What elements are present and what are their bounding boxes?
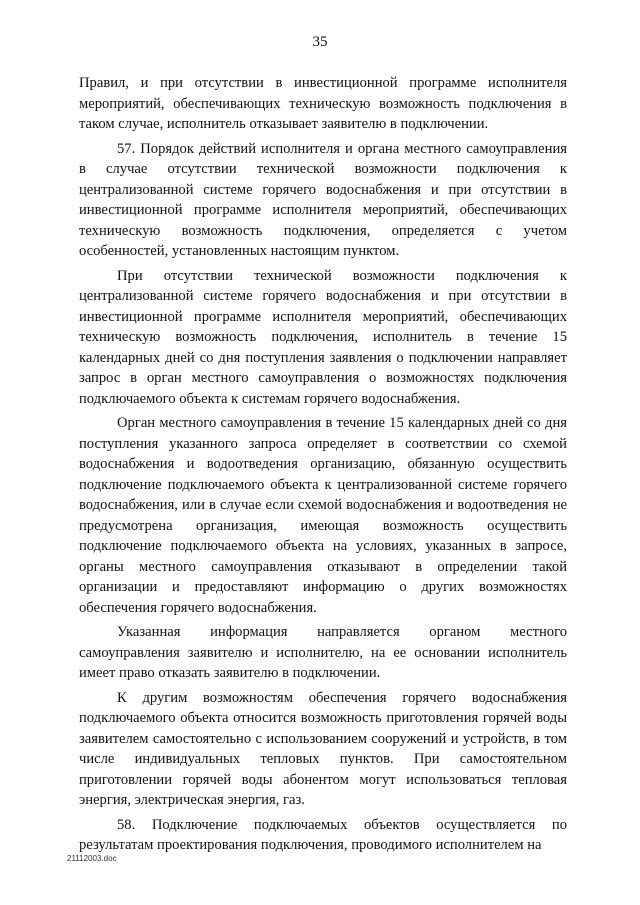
paragraph: При отсутствии технической возможности подключения к централизованной системе горячего водоснабжения и при отсутствии в инвестиционной программе исполнителя мероприятий, обеспечивающих техническую возможность подключения, исполнитель в течение 15 календарных дней со дня поступления заявления о подключении направляет запрос в орган местного самоуправления о возможностях подключения подключаемого объекта к системам горячего водоснабжения. [79,267,567,407]
paragraph: 58. Подключение подключаемых объектов осуществляется по результатам проектирования подключения, проводимого исполнителем на [79,816,567,853]
page-number: 35 [312,34,328,50]
paragraph: Орган местного самоуправления в течение 15 календарных дней со дня поступления указанного запроса определяет в соответствии со схемой водоснабжения и водоотведения организацию, обязанную осуществить подключение подключаемого объекта к централизованной системе горячего водоснабжения, или в случае если схемой водоснабжения и водоотведения не предусмотрена организация, имеющая возможность осуществить подключение подключаемого объекта на условиях, указанных в запросе, органы местного самоуправления отказывают в определении такой организации и предоставляют информацию о других возможностях обеспечения горячего водоснабжения. [79,415,567,616]
footer-filename: 21112003.doc [67,854,117,863]
paragraph: Указанная информация направляется органом местного самоуправления заявителю и исполнителю, на ее основании исполнитель имеет право отказать заявителю в подключении. [79,624,567,681]
paragraph: Правил, и при отсутствии в инвестиционной программе исполнителя мероприятий, обеспечивающих техническую возможность подключения в таком случае, исполнитель отказывает заявителю в подключении. [79,75,567,132]
paragraph: 57. Порядок действий исполнителя и органа местного самоуправления в случае отсутствии технической возможности подключения к централизованной системе горячего водоснабжения и при отсутствии в инвестиционной программе исполнителя мероприятий, обеспечивающих техническую возможность подключения, определяется с учетом особенностей, установленных настоящим пунктом. [79,140,567,259]
paragraph: К другим возможностям обеспечения горячего водоснабжения подключаемого объекта относится возможность приготовления горячей воды заявителем самостоятельно с использованием сооружений и устройств, в том числе индивидуальных тепловых пунктов. При самостоятельном приготовлении горячей воды абонентом могут использоваться тепловая энергия, электрическая энергия, газ. [79,689,567,808]
document-body [79,73,567,860]
